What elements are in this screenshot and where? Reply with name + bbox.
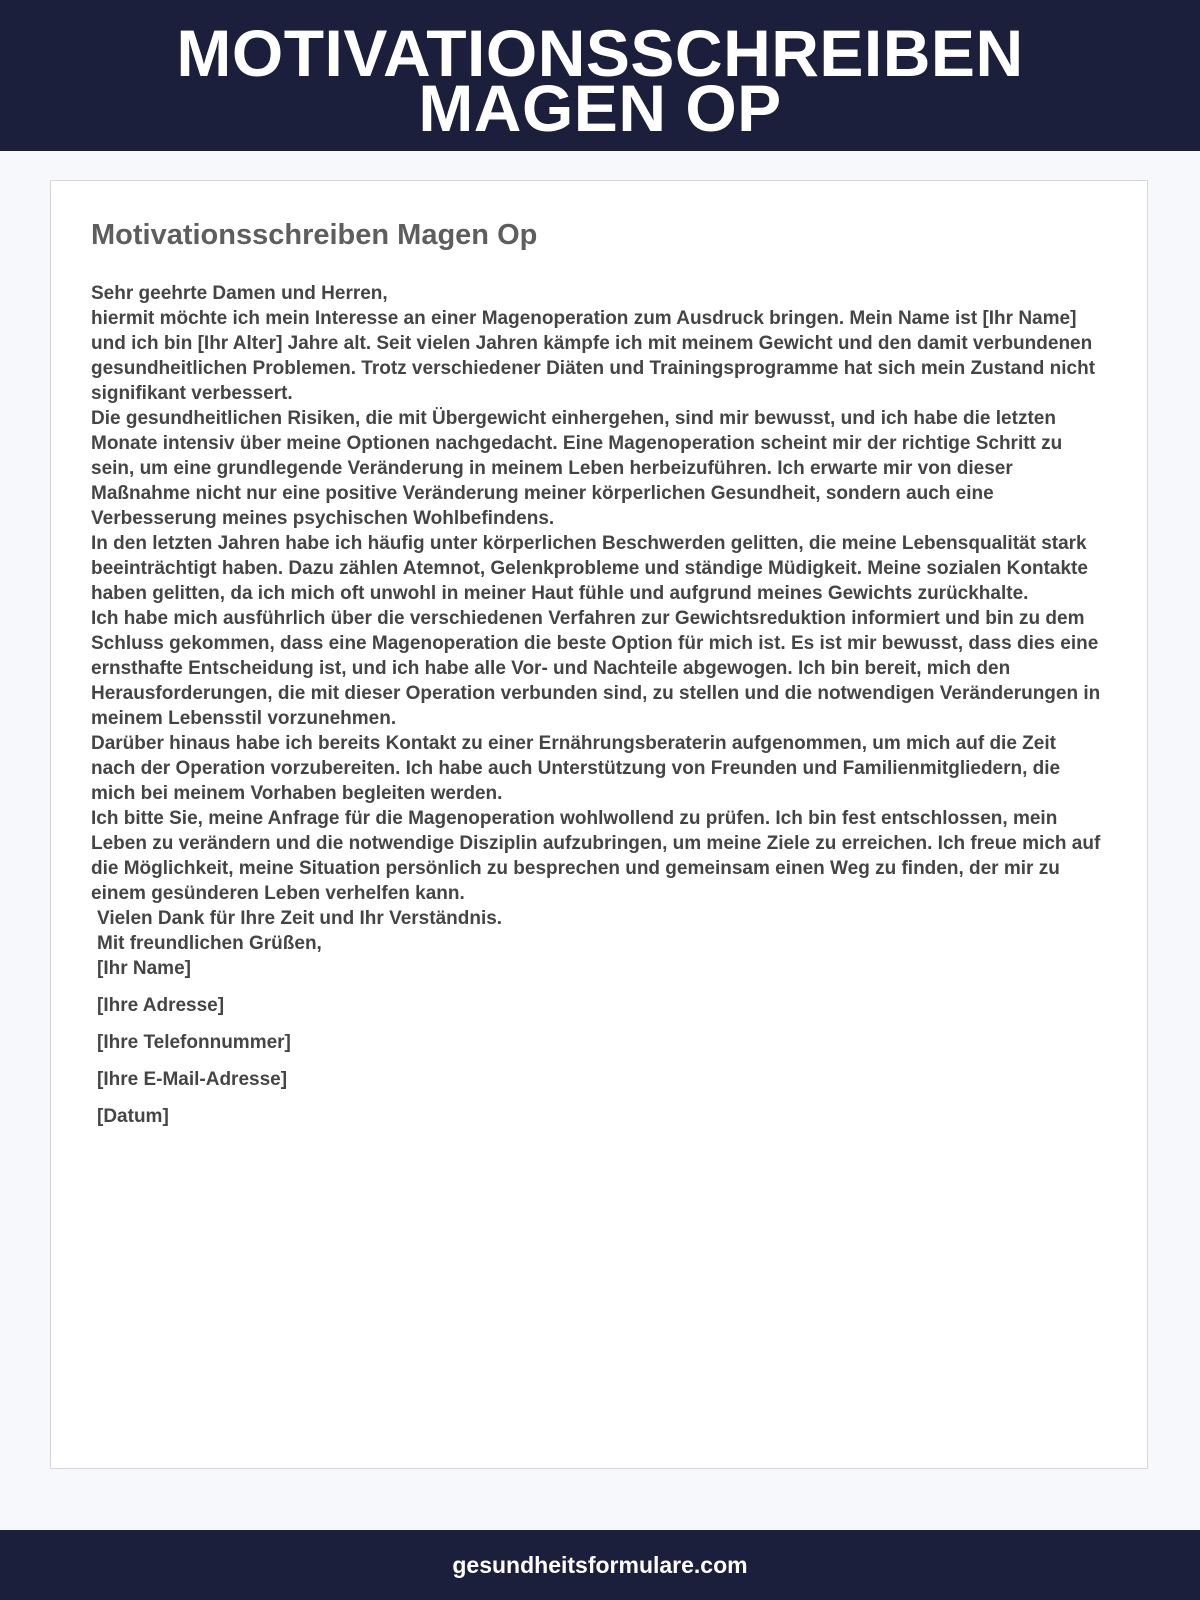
paragraph-1: hiermit möchte ich mein Interesse an einer Magenoperation zum Ausdruck bringen. Mein Name ist [Ihr Name] und ich bin [Ihr Alter] Jahre alt. Seit vielen Jahren kämpfe ich mit meinem Gewicht und den damit verbundenen gesundheitlichen Problemen. Trotz verschiedener Diäten und Trainingsprogramme hat sich mein Zustand nicht signifikant verbessert.: [91, 308, 1096, 404]
contact-name: [Ihr Name]: [97, 958, 191, 979]
contact-date: [Datum]: [97, 1106, 169, 1127]
contact-block: [91, 956, 1101, 1129]
page-footer: [0, 1530, 1200, 1600]
document-title: Motivationsschreiben Magen Op: [91, 219, 538, 251]
paragraph-6: Ich bitte Sie, meine Anfrage für die Magenoperation wohlwollend zu prüfen. Ich bin fest entschlossen, mein Leben zu verändern und die notwendige Disziplin aufzubringen, um meine Ziele zu erreichen. Ich freue mich auf die Möglichkeit, meine Situation persönlich zu besprechen und gemeinsam einen Weg zu finden, der mir zu einem gesünderen Leben verhelfen kann.: [91, 808, 1101, 904]
heading-line-2: MAGEN OP: [418, 71, 782, 145]
letter-card: [50, 180, 1148, 1469]
contact-phone: [Ihre Telefonnummer]: [97, 1032, 291, 1053]
thanks-line: Vielen Dank für Ihre Zeit und Ihr Verständnis.: [97, 908, 503, 929]
footer-site-name: gesundheitsformulare.com: [452, 1552, 748, 1578]
letter-body: [91, 281, 1101, 1141]
paragraph-2: Die gesundheitlichen Risiken, die mit Übergewicht einhergehen, sind mir bewusst, und ich habe die letzten Monate intensiv über meine Optionen nachgedacht. Eine Magenoperation scheint mir der richtige Schritt zu sein, um eine grundlegende Veränderung in meinem Leben herbeizuführen. Ich erwarte mir von dieser Maßnahme nicht nur eine positive Veränderung meiner körperlichen Gesundheit, sondern auch eine Verbesserung meines psychischen Wohlbefindens.: [91, 408, 1063, 529]
contact-email: [Ihre E-Mail-Adresse]: [97, 1069, 288, 1090]
paragraph-3: In den letzten Jahren habe ich häufig unter körperlichen Beschwerden gelitten, die meine Lebensqualität stark beeinträchtigt haben. Dazu zählen Atemnot, Gelenkprobleme und ständige Müdigkeit. Meine sozialen Kontakte haben gelitten, da ich mich oft unwohl in meiner Haut fühle und aufgrund meines Gewichts zurückhalte.: [91, 533, 1088, 604]
contact-address: [Ihre Adresse]: [97, 995, 225, 1016]
paragraph-5: Darüber hinaus habe ich bereits Kontakt zu einer Ernährungsberaterin aufgenommen, um mich auf die Zeit nach der Operation vorzubereiten. Ich habe auch Unterstützung von Freunden und Familienmitgliedern, die mich bei meinem Vorhaben begleiten werden.: [91, 733, 1061, 804]
page-header: [0, 0, 1200, 151]
page-heading: [0, 0, 1200, 145]
regards-line: Mit freundlichen Grüßen,: [97, 933, 322, 954]
heading-line-1: MOTIVATIONSSCHREIBEN: [176, 16, 1024, 90]
salutation: Sehr geehrte Damen und Herren,: [91, 283, 388, 304]
paragraph-4: Ich habe mich ausführlich über die verschiedenen Verfahren zur Gewichtsreduktion informiert und bin zu dem Schluss gekommen, dass eine Magenoperation die beste Option für mich ist. Es ist mir bewusst, dass dies eine ernsthafte Entscheidung ist, und ich habe alle Vor- und Nachteile abgewogen. Ich bin bereit, mich den Herausforderungen, die mit dieser Operation verbunden sind, zu stellen und die notwendigen Veränderungen in meinem Lebensstil vorzunehmen.: [91, 608, 1101, 729]
